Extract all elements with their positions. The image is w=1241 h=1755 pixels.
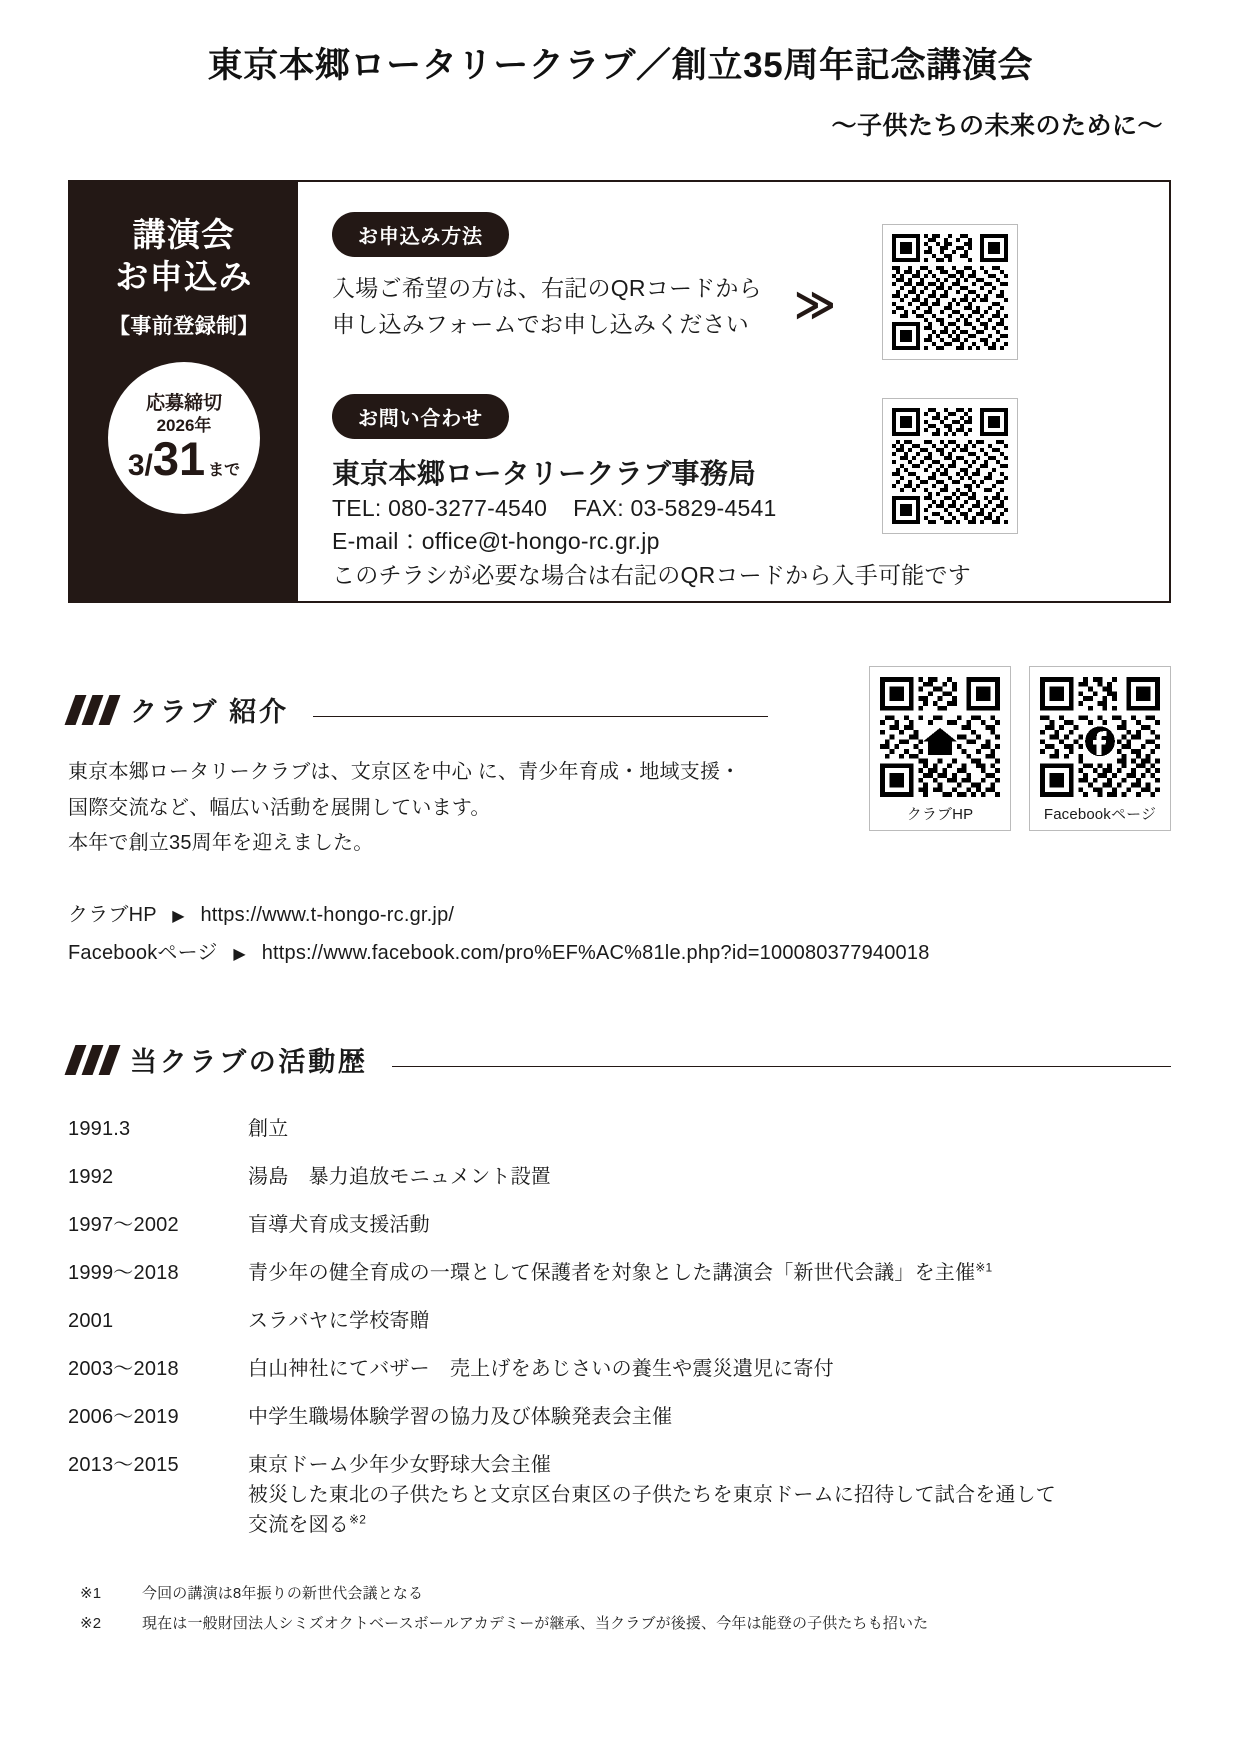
table-row [68,1297,1171,1345]
history-section-title: 当クラブの活動歴 [130,1047,368,1077]
application-method-text [332,271,1143,342]
contact-fax: FAX: 03-5829-4541 [573,495,777,521]
history-text: 白山神社にてバザー 売上げをあじさいの養生や震災遺児に寄付 [248,1358,834,1380]
history-text: スラバヤに学校寄贈 [248,1310,430,1332]
qr-code-flyer-download-image [892,408,1008,524]
qr-code-club-hp-image [880,677,1000,797]
facebook-icon [1085,726,1115,756]
footnote-1-mark: ※1 [80,1585,102,1602]
history-text: 湯島 暴力追放モニュメント設置 [248,1166,551,1188]
history-footnote-mark: ※1 [975,1260,993,1275]
page-subtitle: 〜子供たちの未来のために〜 [831,112,1163,140]
qr-code-flyer-download[interactable] [882,398,1018,534]
footnote-1 [80,1579,1171,1609]
history-year: 1992 [68,1166,114,1188]
contact-pill: お問い合わせ [332,394,509,439]
deadline-slash: / [144,449,153,483]
contact-organization: 東京本郷ロータリークラブ事務局 [332,458,757,489]
footnote-2-mark: ※2 [80,1615,102,1632]
triangle-right-icon: ▶ [172,907,185,925]
history-text: 創立 [248,1118,289,1140]
club-facebook-url[interactable]: https://www.facebook.com/pro%EF%AC%81le.php?id=100080377940018 [261,941,930,964]
qr-card-facebook-caption: Facebookページ [1043,806,1157,823]
history-year: 1999〜2018 [68,1262,179,1284]
triangle-right-icon: ▶ [233,945,246,963]
application-box-left-panel [70,182,298,601]
club-description-line3: 本年で創立35周年を迎えました。 [68,832,374,855]
club-hp-link-row[interactable] [68,896,1171,934]
history-footnote-mark: ※2 [349,1512,367,1527]
history-text-extra2: 交流を図る [248,1514,349,1536]
history-text: 中学生職場体験学習の協力及び体験発表会主催 [248,1406,673,1428]
club-hp-label: クラブHP [68,903,157,926]
table-row [68,1393,1171,1441]
table-row [68,1153,1171,1201]
club-section-rule [313,716,768,717]
contact-tel-fax [332,492,971,525]
club-description-line1: 東京本郷ロータリークラブは、文京区を中心 に、青少年育成・地域支援・ [68,761,741,783]
footnote-1-text: 今回の講演は8年振りの新世代会議となる [142,1585,424,1602]
application-registration-note: 【事前登録制】 [109,315,259,339]
footnote-2-text: 現在は一般財団法人シミズオクトベースボールアカデミーが継承、当クラブが後援、今年は能登の子供たちも招いた [142,1615,929,1632]
application-method-text-line2: 申し込みフォームでお申し込みください [332,310,749,337]
qr-card-club-hp-caption: クラブHP [906,806,974,823]
application-method-pill: お申込み方法 [332,212,509,257]
history-year: 1991.3 [68,1118,131,1140]
application-box-right-panel [298,182,1169,601]
club-section-title: クラブ 紹介 [130,697,289,727]
double-slash-icon [68,695,112,725]
footnotes [68,1579,1171,1639]
application-title-line2: お申込み [115,258,253,296]
deadline-label: 応募締切 [145,393,222,415]
application-box [68,180,1171,603]
history-text [248,1249,1171,1297]
history-text-main: 青少年の健全育成の一環として保護者を対象とした講演会「新世代会議」を主催 [248,1262,976,1284]
history-year: 2001 [68,1310,114,1332]
qr-code-application-form-image [892,234,1008,350]
club-description [68,755,768,862]
page-title: 東京本郷ロータリークラブ／創立35周年記念講演会 [207,46,1034,85]
contact-tel: TEL: 080-3277-4540 [332,495,548,521]
history-year: 1997〜2002 [68,1214,179,1236]
club-links [68,896,1171,972]
club-facebook-link-row[interactable] [68,934,1171,972]
contact-flyer-note: このチラシが必要な場合は右記のQRコードから入手可能です [332,561,971,588]
deadline-day: 31 [152,432,206,486]
history-year: 2013〜2015 [68,1454,179,1476]
double-slash-icon [68,1045,112,1075]
qr-card-club-hp[interactable] [869,666,1011,831]
club-hp-url[interactable]: https://www.t-hongo-rc.gr.jp/ [200,903,455,926]
table-row [68,1105,1171,1153]
table-row [68,1345,1171,1393]
club-qr-cards [869,666,1171,831]
club-description-line2: 国際交流など、幅広い活動を展開しています。 [68,796,491,819]
club-section-heading [68,690,768,729]
history-text [248,1441,1171,1549]
history-text: 盲導犬育成支援活動 [248,1214,430,1236]
table-row [68,1201,1171,1249]
application-title-line1: 講演会 [132,216,236,253]
deadline-month: 3 [127,449,145,483]
club-history-section [68,1040,1171,1639]
deadline-year: 2026年 [156,415,212,435]
history-table [68,1105,1171,1549]
qr-code-facebook-image [1040,677,1160,797]
table-row [68,1249,1171,1297]
history-text-extra-line2 [248,1510,1171,1540]
page-header [0,0,1241,142]
deadline-date [127,432,241,486]
qr-code-application-form[interactable] [882,224,1018,360]
history-text-extra-line1: 被災した東北の子供たちと文京区台東区の子供たちを東京ドームに招待して試合を通して [248,1484,1056,1506]
history-year: 2006〜2019 [68,1406,179,1428]
application-method-text-line1: 入場ご希望の方は、右記のQRコードから [332,275,762,301]
history-year: 2003〜2018 [68,1358,179,1380]
club-facebook-label: Facebookページ [68,941,218,964]
contact-email: E-mail：office@t-hongo-rc.gr.jp [332,528,660,555]
contact-block [332,394,971,592]
deadline-badge [108,362,260,514]
double-chevron-right-icon: ≫ [794,283,826,327]
table-row [68,1441,1171,1549]
club-introduction-section [68,690,1171,972]
history-text-main: 東京ドーム少年少女野球大会主催 [248,1454,551,1476]
footnote-2 [80,1609,1171,1639]
history-section-rule [392,1066,1171,1067]
deadline-suffix: まで [208,462,241,480]
history-section-heading [68,1040,1171,1079]
qr-card-facebook[interactable] [1029,666,1171,831]
